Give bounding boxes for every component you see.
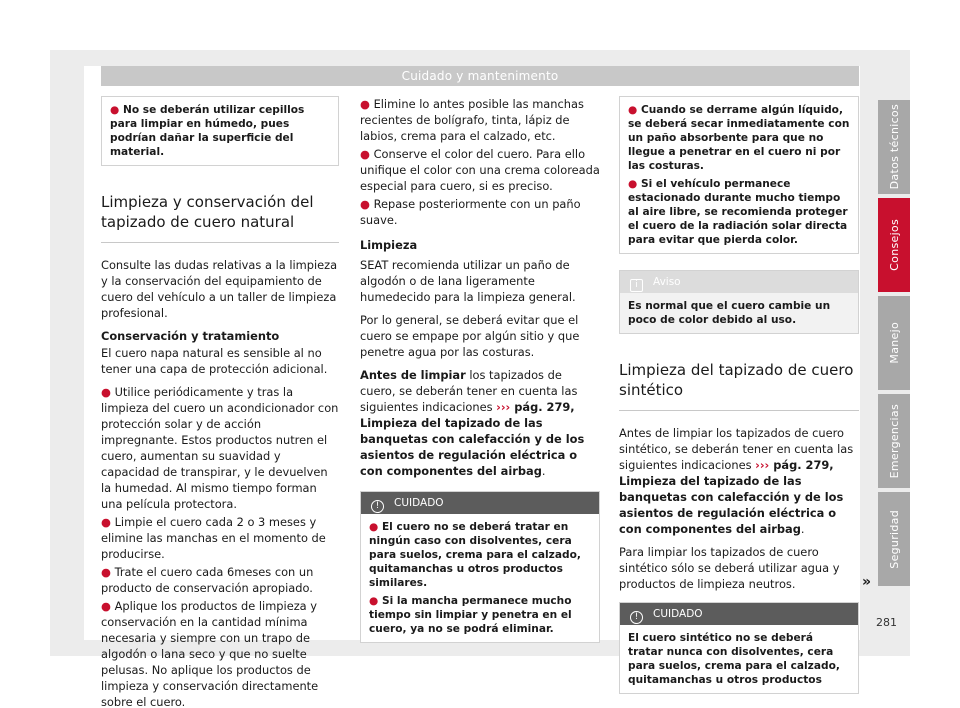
exclamation-icon: ! <box>371 500 384 513</box>
bullet-dot-icon: ● <box>110 104 120 116</box>
cleaning-paragraph: SEAT recomienda utilizar un paño de algodón o de lana ligeramente humedecido para la limpieza general. <box>360 258 576 304</box>
list-item: ● Trate el cuero cada 6meses con un producto de conservación apropiado. <box>101 565 314 595</box>
tab-emergencias[interactable]: Emergencias <box>878 394 910 488</box>
section-title-natural-leather: Limpieza y conservación del tapizado de cuero natural <box>101 192 339 243</box>
page-reference-link[interactable]: pág. 279, Limpieza del tapizado de las banquetas con calefacción y de los asientos de regulación eléctrica o con componentes del airbag <box>360 400 585 478</box>
brush-note-box <box>101 96 339 166</box>
synthetic-before-paragraph: Antes de limpiar los tapizados de cuero sintético, se deberán tener en cuenta las siguientes indicaciones ››› pág. 279, Limpieza del tapizado de las banquetas con calefacción y de los asientos de regulación eléctrica o con componentes del airbag. <box>619 426 854 536</box>
caution-header: ! CUIDADO <box>620 603 858 625</box>
bullet-dot-icon: ● <box>628 178 641 190</box>
list-item: ● Cuando se derrame algún líquido, se deberá secar inmediatamente con un paño absorbente para que no llegue a penetrar en el cuero ni por las costuras. <box>628 104 850 172</box>
brush-note-text: No se deberán utilizar cepillos para limpiar en húmedo, pues podrían dañar la superficie del material. <box>110 104 305 158</box>
chapter-header: Cuidado y mantenimento <box>101 66 859 86</box>
synthetic-cleaning-paragraph: Para limpiar los tapizados de cuero sintético sólo se deberá utilizar agua y productos de limpieza neutros. <box>619 545 840 591</box>
aviso-body: Es normal que el cuero cambie un poco de color debido al uso. <box>628 300 831 326</box>
caution-body: El cuero sintético no se deberá tratar nunca con disolventes, cera para suelos, crema para el calzado, quitamanchas u otros productos <box>628 632 840 686</box>
double-chevron-icon: ››› <box>496 400 515 414</box>
bullet-dot-icon: ● <box>360 147 374 161</box>
page-reference-link[interactable]: pág. 279, Limpieza del tapizado de las banquetas con calefacción y de los asientos de regulación eléctrica o con componentes del airbag <box>619 458 844 536</box>
list-item: ● Utilice periódicamente y tras la limpieza del cuero un acondicionador con protección solar y de acción impregnante. Estos productos nutren el cuero, aumentan su suavidad y capacidad de transpirar, y le devuelven la humedad. Al mismo tiempo forman una película protectora. <box>101 385 339 511</box>
list-item: ● El cuero no se deberá tratar en ningún caso con disolventes, cera para suelos, crema para el calzado, quitamanchas u otros productos similares. <box>369 521 581 589</box>
list-item: ● Elimine lo antes posible las manchas recientes de bolígrafo, tinta, lápiz de labios, crema para el calzado, etc. <box>360 97 584 143</box>
caution-box <box>619 602 859 694</box>
bullet-dot-icon: ● <box>360 97 374 111</box>
subhead-care: Conservación y tratamiento <box>101 329 280 343</box>
list-item: ● Limpie el cuero cada 2 o 3 meses y elimine las manchas en el momento de producirse. <box>101 515 326 561</box>
double-chevron-icon: ››› <box>755 458 774 472</box>
list-item: ● Conserve el color del cuero. Para ello unifique el color con una crema coloreada especial para cuero, si es preciso. <box>360 147 600 193</box>
liquid-note-box <box>619 96 859 254</box>
before-cleaning-paragraph: Antes de limpiar los tapizados de cuero, se deberán tener en cuenta las siguientes indicaciones ››› pág. 279, Limpieza del tapizado de las banquetas con calefacción y de los asientos de regulación eléctrica o con componentes del airbag. <box>360 368 585 478</box>
bullet-dot-icon: ● <box>628 104 641 116</box>
aviso-box <box>619 270 859 334</box>
caution-box <box>360 491 600 643</box>
intro-paragraph: Consulte las dudas relativas a la limpieza y la conservación del equipamiento de cuero del vehículo a un taller de limpieza profesional. <box>101 258 338 320</box>
bullet-dot-icon: ● <box>369 521 382 533</box>
section-title-synthetic-leather: Limpieza del tapizado de cuero sintético <box>619 360 859 411</box>
caution-header: ! CUIDADO <box>361 492 599 514</box>
list-item: ● Repase posteriormente con un paño suave. <box>360 197 581 227</box>
continue-arrow-icon: » <box>862 574 872 590</box>
column-3 <box>619 96 859 694</box>
tab-datos-tecnicos[interactable]: Datos técnicos <box>878 100 910 194</box>
column-1 <box>101 96 339 708</box>
info-icon: i <box>630 279 643 292</box>
tab-manejo[interactable]: Manejo <box>878 296 910 390</box>
list-item: ● Si el vehículo permanece estacionado durante mucho tiempo al aire libre, se recomienda proteger el cuero de la radiación solar directa para evitar que pierda color. <box>628 178 848 246</box>
bullet-dot-icon: ● <box>101 385 115 399</box>
bullet-dot-icon: ● <box>369 595 382 607</box>
bullet-dot-icon: ● <box>360 197 374 211</box>
aviso-header: i Aviso <box>620 271 858 293</box>
page-number: 281 <box>876 616 897 629</box>
water-paragraph: Por lo general, se deberá evitar que el cuero se empape por algún sitio y que penetre agua por las costuras. <box>360 313 580 359</box>
bullet-dot-icon: ● <box>101 565 115 579</box>
list-item: ● Si la mancha permanece mucho tiempo sin limpiar y penetra en el cuero, ya no se podrá eliminar. <box>369 595 572 635</box>
bullet-dot-icon: ● <box>101 599 115 613</box>
column-2 <box>360 96 600 643</box>
care-paragraph: El cuero napa natural es sensible al no tener una capa de protección adicional. <box>101 346 328 376</box>
list-item: ● Aplique los productos de limpieza y conservación en la cantidad mínima necesaria y siempre con un trapo de algodón o lana seco y que no suelte pelusas. No aplique los productos de limpieza y conservación directamente sobre el cuero. <box>101 599 319 708</box>
exclamation-icon: ! <box>630 611 643 624</box>
tab-consejos[interactable]: Consejos <box>878 198 910 292</box>
caution-body <box>361 514 599 642</box>
bullet-dot-icon: ● <box>101 515 115 529</box>
subhead-cleaning: Limpieza <box>360 238 418 252</box>
tab-seguridad[interactable]: Seguridad <box>878 492 910 586</box>
